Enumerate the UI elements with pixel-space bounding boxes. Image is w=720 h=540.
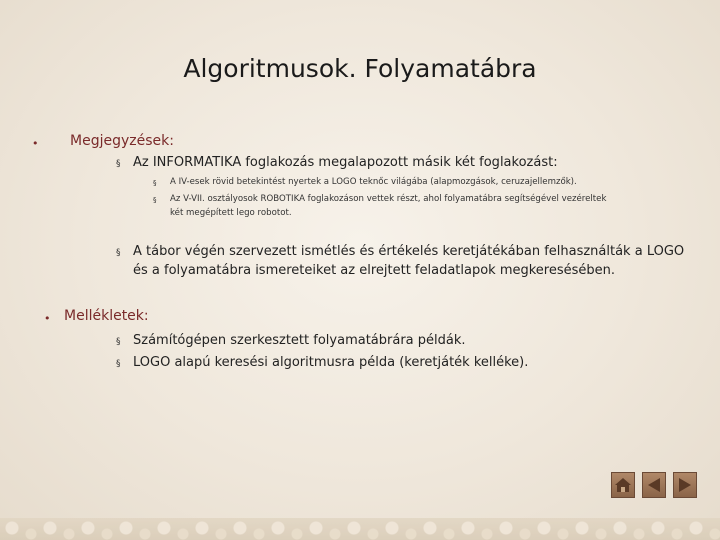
notes-item-1: Az INFORMATIKA foglakozás megalapozott másik két foglakozást: [133,155,558,170]
bullet-marker: • [32,137,39,150]
section-heading-notes: Megjegyzések: [70,133,174,149]
notes-sub-item-1: A IV-esek rövid betekintést nyertek a LOGO teknőc világába (alapmozgások, ceruzajellemzők). [170,177,577,187]
square-bullet: § [116,159,121,169]
notes-item-2-cont: és a folyamatábra ismereteiket az elrejtett feladatlapok megkeresésében. [133,263,616,278]
square-bullet: § [153,196,157,204]
section-heading-attachments: Mellékletek: [64,308,149,324]
back-button[interactable] [642,472,666,498]
bullet-marker: • [44,312,51,325]
square-bullet: § [153,179,157,187]
square-bullet: § [116,248,121,258]
triangle-right-icon [674,473,696,497]
slide-title: Algoritmusok. Folyamatábra [183,54,537,83]
notes-item-2: A tábor végén szervezett ismétlés és értékelés keretjátékában felhasználták a LOGO [133,244,685,259]
notes-sub-item-2: Az V-VII. osztályosok ROBOTIKA foglakozáson vettek részt, ahol folyamatábra segítségével vezéreltek [170,194,607,204]
square-bullet: § [116,337,121,347]
notes-sub-item-2-cont: két megépített lego robotot. [170,208,292,218]
home-button[interactable] [611,472,635,498]
attachments-item-2: LOGO alapú keresési algoritmusra példa (keretjáték kelléke). [133,355,529,370]
square-bullet: § [116,359,121,369]
home-icon [612,473,634,497]
decorative-footer-band [0,518,720,540]
attachments-item-1: Számítógépen szerkesztett folyamatábrára példák. [133,333,466,348]
forward-button[interactable] [673,472,697,498]
triangle-left-icon [643,473,665,497]
